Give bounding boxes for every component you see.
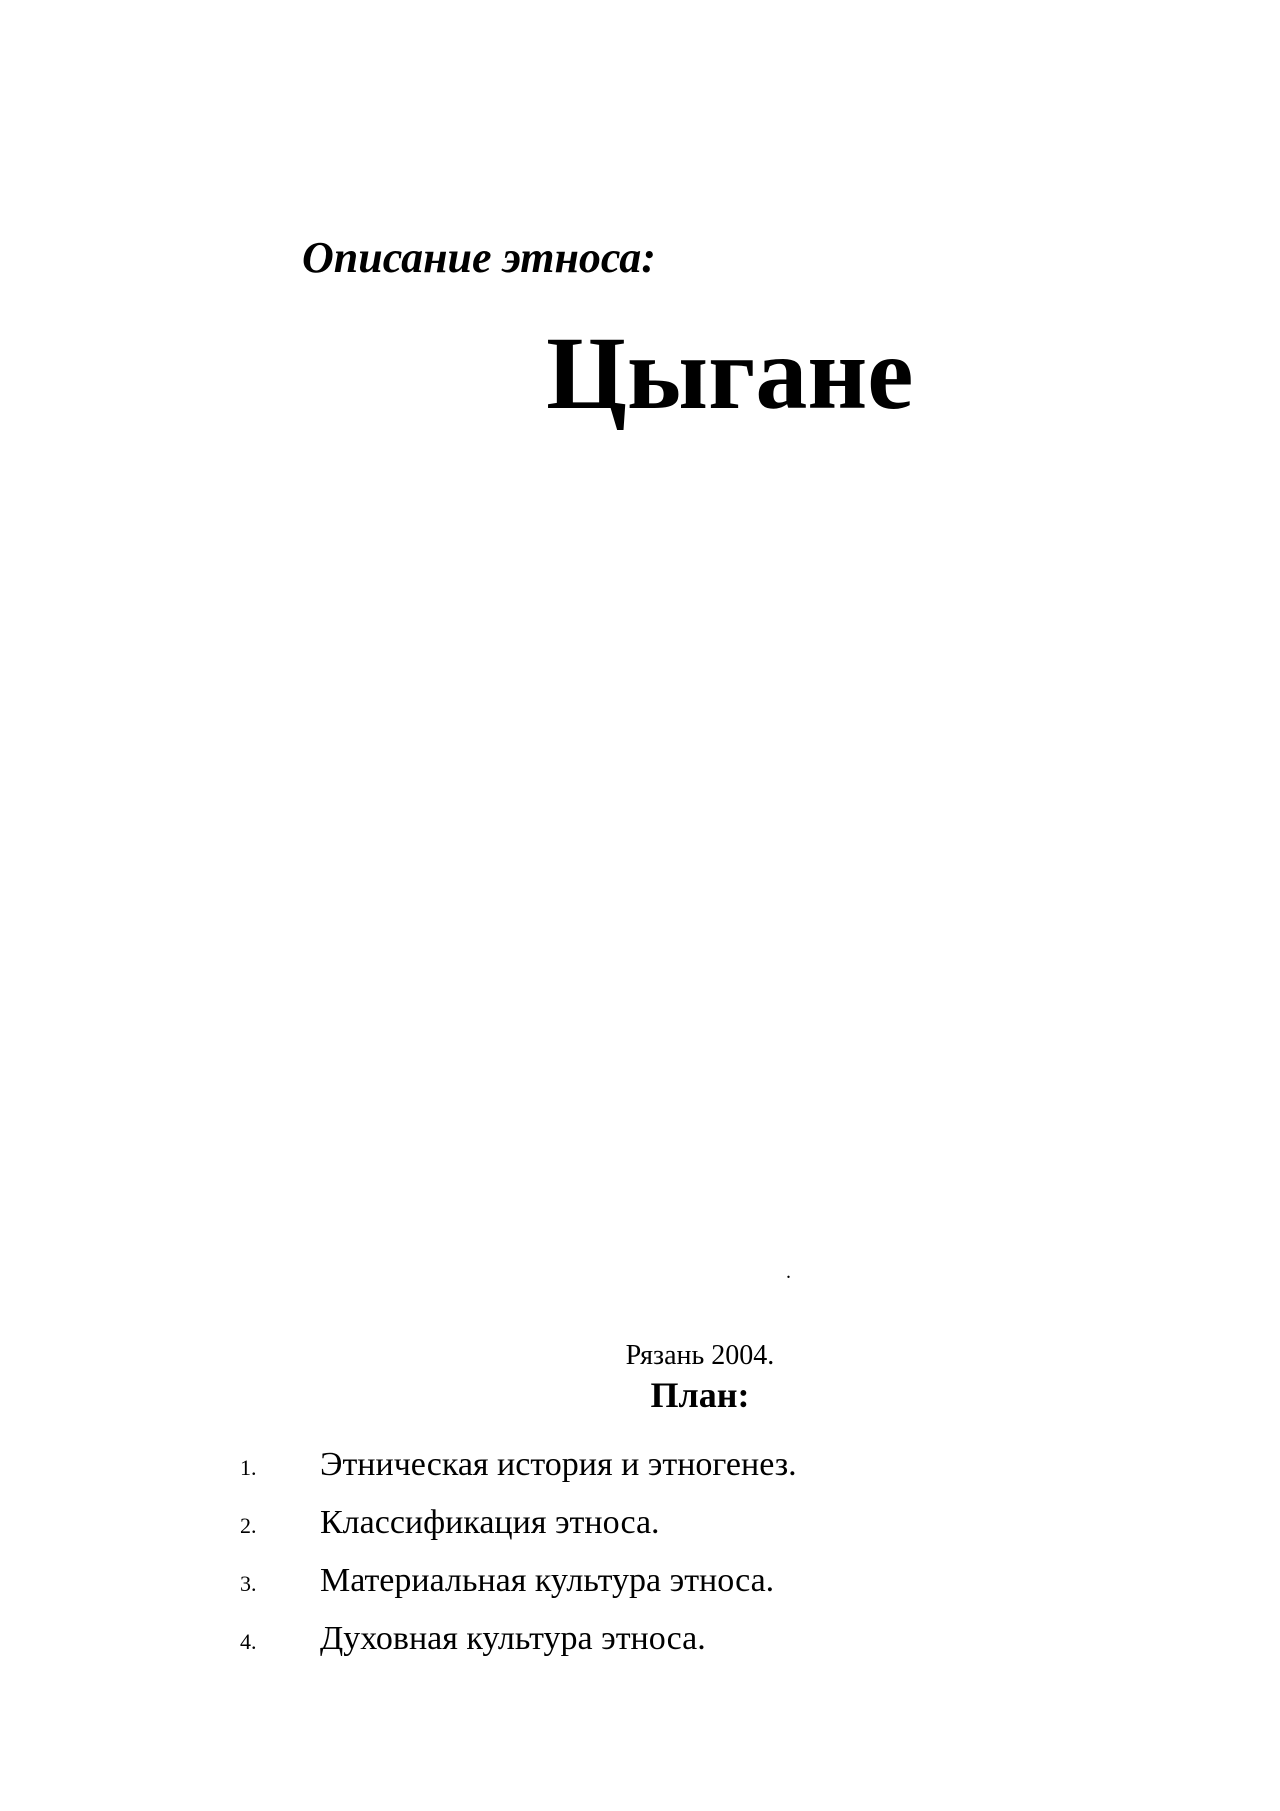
plan-item-text: Классификация этноса. xyxy=(320,1504,660,1541)
stray-dot: . xyxy=(786,1261,791,1283)
plan-item-text: Материальная культура этноса. xyxy=(320,1562,775,1599)
place-and-year: Рязань 2004. xyxy=(625,1340,775,1371)
plan-item-number: 1. xyxy=(240,1455,257,1480)
plan-item-number: 4. xyxy=(240,1629,257,1654)
document-subtitle: Описание этноса: xyxy=(302,233,656,282)
plan-item-text: Духовная культура этноса. xyxy=(320,1620,706,1657)
plan-item-number: 3. xyxy=(240,1571,257,1596)
plan-item-number: 2. xyxy=(240,1513,257,1538)
plan-heading: План: xyxy=(650,1375,750,1415)
plan-item-text: Этническая история и этногенез. xyxy=(320,1446,797,1483)
document-title: Цыгане xyxy=(546,316,914,431)
